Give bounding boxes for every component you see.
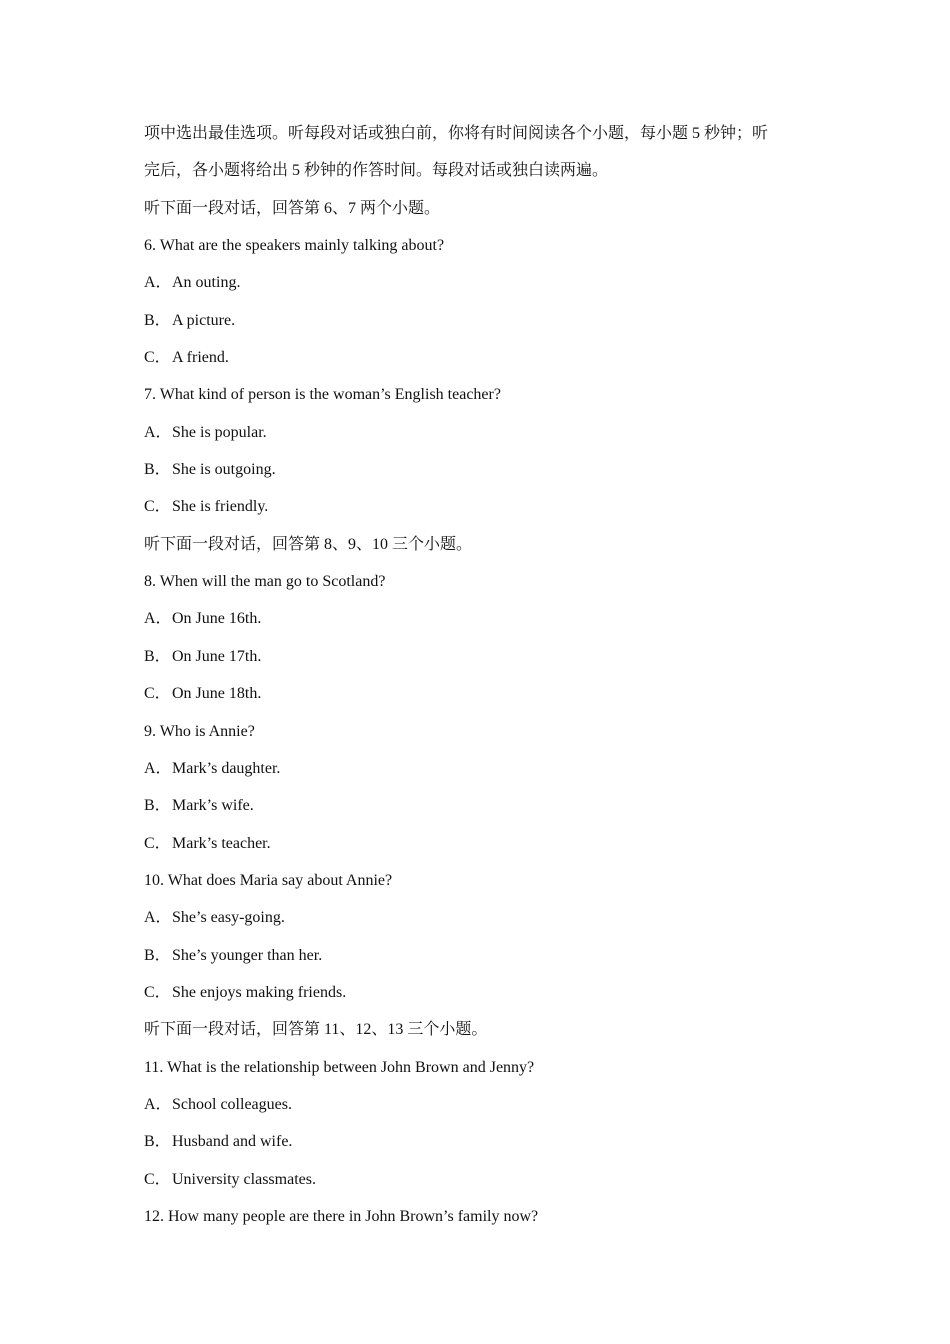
option-a [144, 420, 808, 457]
option-text: Mark’s teacher. [172, 834, 271, 852]
question-stem: 8. When will the man go to Scotland? [144, 573, 386, 591]
option-c [144, 345, 808, 382]
option-letter: C． [144, 983, 171, 1001]
section-instruction: 听下面一段对话，回答第 6、7 两个小题。 [144, 199, 441, 217]
section-instruction: 听下面一段对话，回答第 11、12、13 三个小题。 [144, 1021, 488, 1039]
option-text: School colleagues. [172, 1095, 292, 1113]
option-letter: A． [144, 1095, 172, 1113]
option-letter: B． [144, 1133, 171, 1151]
option-a [144, 270, 808, 307]
option-text: She is friendly. [172, 498, 269, 516]
question-stem: 12. How many people are there in John Brown’s family now? [144, 1207, 539, 1225]
listening-section [144, 121, 808, 1241]
option-text: She’s younger than her. [172, 946, 323, 964]
option-b [144, 308, 808, 345]
option-b [144, 793, 808, 830]
option-letter: A． [144, 423, 172, 441]
option-c [144, 681, 808, 718]
option-b [144, 457, 808, 494]
option-letter: C． [144, 685, 171, 703]
option-letter: B． [144, 311, 171, 329]
option-text: On June 16th. [172, 610, 262, 628]
option-letter: A． [144, 610, 172, 628]
option-text: Mark’s wife. [172, 797, 254, 815]
option-letter: A． [144, 909, 172, 927]
option-text: She enjoys making friends. [172, 983, 347, 1001]
option-a [144, 756, 808, 793]
question-stem: 9. Who is Annie? [144, 722, 255, 740]
option-c [144, 831, 808, 868]
option-text: A picture. [172, 311, 236, 329]
option-text: She is outgoing. [172, 461, 276, 479]
option-text: On June 17th. [172, 647, 262, 665]
option-text: A friend. [172, 349, 229, 367]
question-stem: 7. What kind of person is the woman’s English teacher? [144, 386, 501, 404]
option-text: Husband and wife. [172, 1133, 293, 1151]
option-text: University classmates. [172, 1170, 316, 1188]
option-letter: B． [144, 797, 171, 815]
option-b [144, 1129, 808, 1166]
option-letter: C． [144, 349, 171, 367]
option-letter: C． [144, 498, 171, 516]
option-letter: B． [144, 946, 171, 964]
option-letter: C． [144, 834, 171, 852]
question-stem: 11. What is the relationship between John Brown and Jenny? [144, 1058, 535, 1076]
option-letter: B． [144, 461, 171, 479]
option-b [144, 943, 808, 980]
option-text: She is popular. [172, 423, 267, 441]
option-a [144, 905, 808, 942]
intro-line-2: 完后，各小题将给出 5 秒钟的作答时间。每段对话或独白读两遍。 [144, 162, 609, 180]
option-letter: A． [144, 274, 172, 292]
option-text: An outing. [172, 274, 241, 292]
option-c [144, 1167, 808, 1204]
option-b [144, 644, 808, 681]
option-letter: A． [144, 759, 172, 777]
option-text: She’s easy-going. [172, 909, 285, 927]
option-a [144, 1092, 808, 1129]
intro-line-1: 项中选出最佳选项。听每段对话或独白前，你将有时间阅读各个小题，每小题 5 秒钟；听 [144, 125, 769, 142]
option-c [144, 980, 808, 1017]
option-letter: B． [144, 647, 171, 665]
option-a [144, 606, 808, 643]
question-stem: 10. What does Maria say about Annie? [144, 871, 393, 889]
section-instruction: 听下面一段对话，回答第 8、9、10 三个小题。 [144, 535, 473, 553]
option-text: On June 18th. [172, 685, 262, 703]
question-stem: 6. What are the speakers mainly talking about? [144, 237, 445, 255]
option-text: Mark’s daughter. [172, 759, 281, 777]
option-letter: C． [144, 1170, 171, 1188]
option-c [144, 494, 808, 531]
